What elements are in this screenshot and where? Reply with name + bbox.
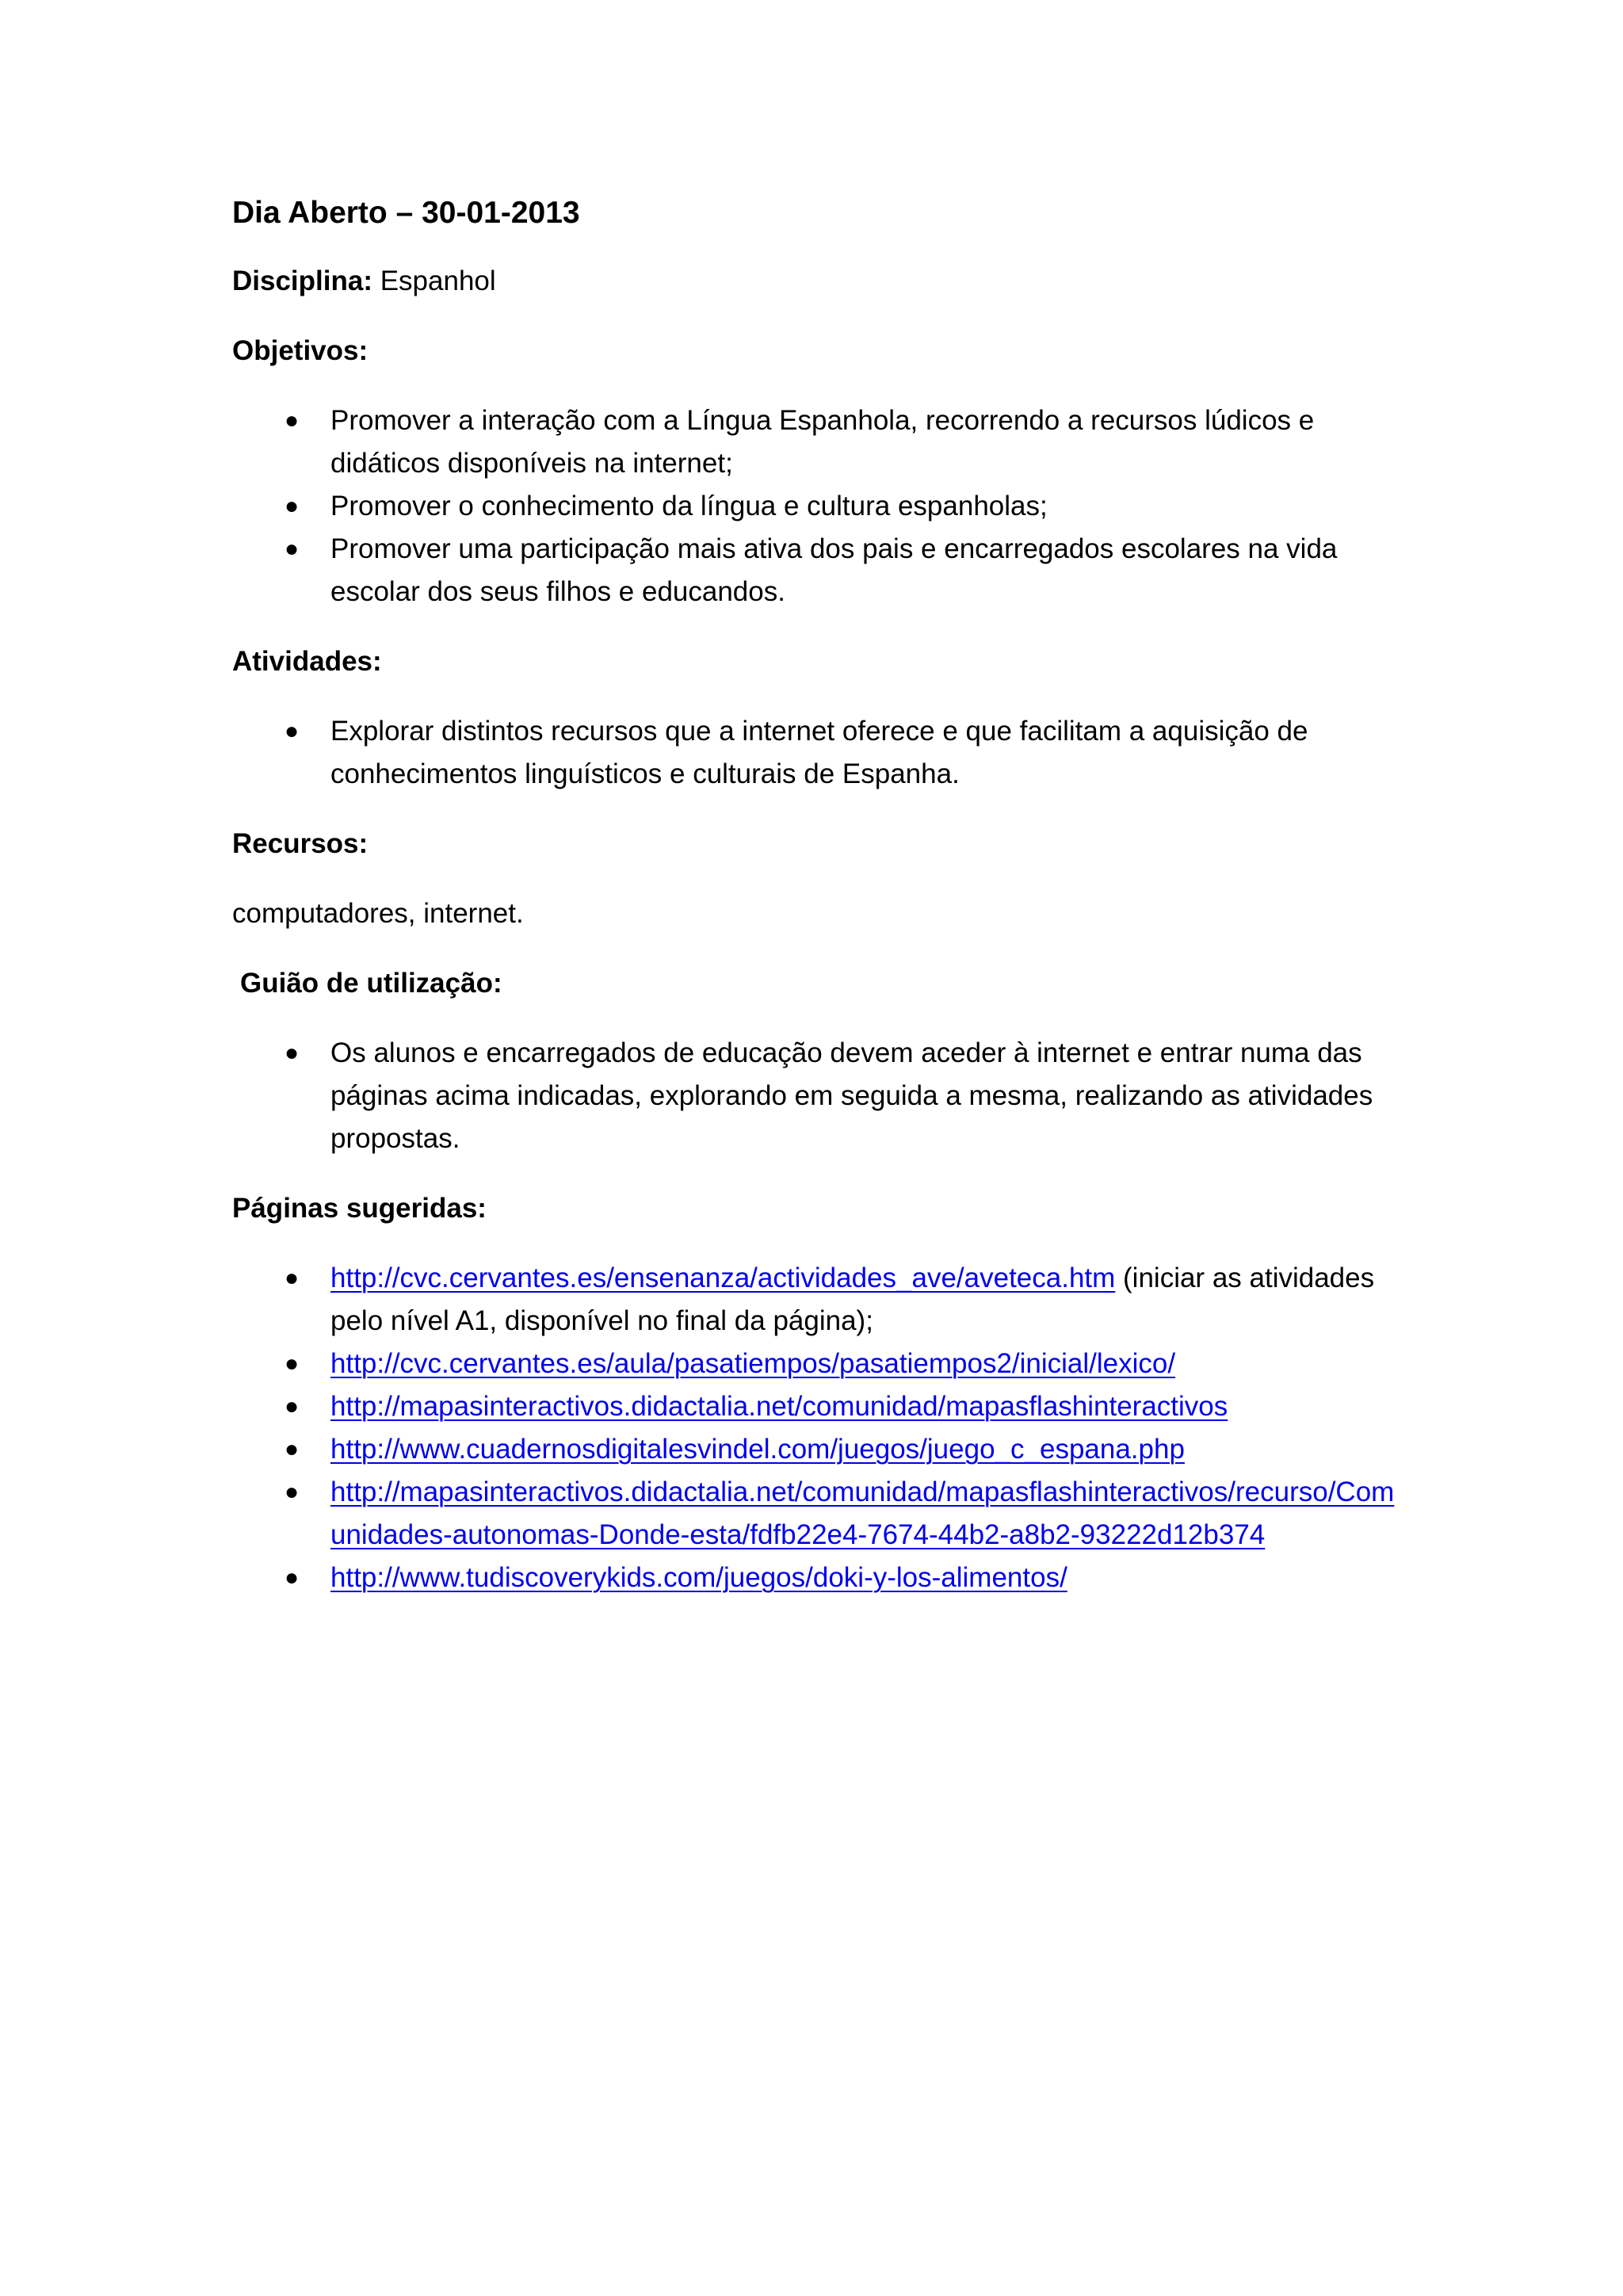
list-item [232, 399, 1405, 485]
bullet-icon: ● [285, 1436, 300, 1462]
document-title: Dia Aberto – 30-01-2013 [232, 196, 580, 230]
list-item-text: Promover a interação com a Língua Espanhola, recorrendo a recursos lúdicos e didáticos disponíveis na internet; [330, 405, 1315, 479]
guiao-list [232, 1032, 1405, 1160]
list-item [232, 485, 1405, 528]
objetivos-list [232, 399, 1405, 613]
bullet-icon: ● [285, 1479, 300, 1505]
disciplina-value: Espanhol [372, 266, 496, 296]
link-mapasinteractivos-recurso[interactable]: http://mapasinteractivos.didactalia.net/comunidad/mapasflashinteractivos/recurso/Comunidades-autonomas-Donde-esta/fdfb22e4-7674-44b2-a8b2-93222d12b374 [330, 1477, 1395, 1550]
bullet-icon: ● [285, 407, 300, 434]
list-item [232, 1557, 1405, 1599]
list-item-text: Promover o conhecimento da língua e cultura espanholas; [330, 491, 1048, 521]
list-item-text: Promover uma participação mais ativa dos pais e encarregados escolares na vida escolar dos seus filhos e educandos. [330, 533, 1338, 607]
link-cervantes-pasatiempos[interactable]: http://cvc.cervantes.es/aula/pasatiempos/pasatiempos2/inicial/lexico/ [330, 1348, 1176, 1379]
link-cervantes-aveteca[interactable]: http://cvc.cervantes.es/ensenanza/actividades_ave/aveteca.htm [330, 1263, 1116, 1293]
list-item [232, 1428, 1405, 1471]
recursos-heading: Recursos: [232, 828, 369, 859]
recursos-text: computadores, internet. [232, 898, 524, 929]
list-item-text: Explorar distintos recursos que a internet oferece e que facilitam a aquisição de conhecimentos linguísticos e culturais de Espanha. [330, 716, 1308, 789]
atividades-list [232, 710, 1405, 796]
list-item-text: Os alunos e encarregados de educação devem aceder à internet e entrar numa das páginas acima indicadas, explorando em seguida a mesma, realizando as atividades propostas. [330, 1037, 1373, 1154]
bullet-icon: ● [285, 1393, 300, 1419]
list-item [232, 1343, 1405, 1385]
bullet-icon: ● [285, 1265, 300, 1291]
list-item [232, 710, 1405, 796]
list-item [232, 1385, 1405, 1428]
list-item [232, 528, 1405, 613]
bullet-icon: ● [285, 718, 300, 744]
paginas-heading: Páginas sugeridas: [232, 1193, 487, 1224]
link-cuadernosdigitales[interactable]: http://www.cuadernosdigitalesvindel.com/juegos/juego_c_espana.php [330, 1434, 1185, 1465]
objetivos-heading: Objetivos: [232, 335, 369, 366]
disciplina-label: Disciplina: [232, 266, 372, 296]
guiao-heading: Guião de utilização: [240, 968, 502, 999]
link-mapasinteractivos[interactable]: http://mapasinteractivos.didactalia.net/comunidad/mapasflashinteractivos [330, 1391, 1228, 1422]
list-item [232, 1257, 1405, 1343]
bullet-icon: ● [285, 1040, 300, 1066]
bullet-icon: ● [285, 536, 300, 562]
link-tudiscoverykids[interactable]: http://www.tudiscoverykids.com/juegos/doki-y-los-alimentos/ [330, 1562, 1067, 1593]
atividades-heading: Atividades: [232, 646, 382, 677]
bullet-icon: ● [285, 1564, 300, 1591]
list-item [232, 1471, 1405, 1557]
paginas-list [232, 1257, 1405, 1599]
document-body [232, 190, 1405, 1626]
list-item [232, 1032, 1405, 1160]
bullet-icon: ● [285, 493, 300, 519]
disciplina-line [232, 260, 1405, 303]
bullet-icon: ● [285, 1350, 300, 1377]
link-note: (iniciar as atividades pelo nível A1, disponível no final da página); [330, 1263, 1375, 1336]
